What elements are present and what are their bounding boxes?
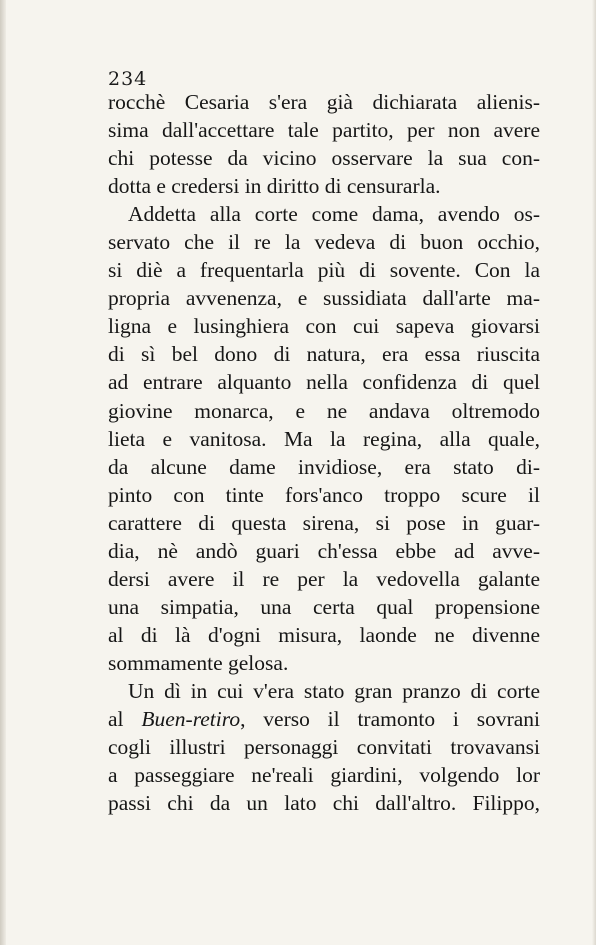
text-line: servato che il re la vedeva di buon occhio, [108, 230, 540, 255]
text-line: sommamente gelosa. [108, 650, 289, 675]
text-line: di sì bel dono di natura, era essa riuscita [108, 342, 540, 367]
text-line: Addetta alla corte come dama, avendo os- [128, 202, 540, 227]
text-line: ligna e lusinghiera con cui sapeva giovarsi [108, 314, 540, 339]
page-edge [592, 0, 596, 945]
text-line: si diè a frequentarla più di sovente. Con la [108, 258, 540, 283]
body-text [108, 88, 540, 817]
text-line: chi potesse da vicino osservare la sua con- [108, 146, 540, 171]
text-line: ad entrare alquanto nella confidenza di quel [108, 370, 540, 395]
text-line: passi chi da un lato chi dall'altro. Filippo, [108, 791, 540, 816]
text-line: al di là d'ogni misura, laonde ne divenne [108, 622, 540, 647]
text-line: dotta e credersi in diritto di censurarla. [108, 174, 441, 199]
text-line: dia, nè andò guari ch'essa ebbe ad avve- [108, 538, 540, 563]
text-line: sima dall'accettare tale partito, per non avere [108, 118, 540, 143]
italic-place-name: Buen-retiro [141, 707, 241, 732]
text-line: a passeggiare ne'reali giardini, volgendo lor [108, 763, 540, 788]
text-line: dersi avere il re per la vedovella galante [108, 566, 540, 591]
text-line: carattere di questa sirena, si pose in guar- [108, 510, 540, 535]
text-line: propria avvenenza, e sussidiata dall'arte ma- [108, 286, 540, 311]
text-span: al [108, 707, 142, 732]
page-number: 234 [108, 68, 148, 90]
text-line: cogli illustri personaggi convitati trovavansi [108, 735, 540, 760]
binding-edge [0, 0, 6, 945]
text-line: giovine monarca, e ne andava oltremodo [108, 398, 540, 423]
text-line: pinto con tinte fors'anco troppo scure il [108, 482, 540, 507]
text-line: lieta e vanitosa. Ma la regina, alla quale, [108, 426, 540, 451]
text-line: una simpatia, una certa qual propensione [108, 594, 540, 619]
text-line: da alcune dame invidiose, era stato di- [108, 454, 540, 479]
text-line: rocchè Cesaria s'era già dichiarata alienis- [108, 90, 540, 114]
text-line: Un dì in cui v'era stato gran pranzo di corte [128, 678, 540, 703]
text-span: , verso il tramonto i sovrani [240, 707, 540, 732]
text-line [108, 705, 540, 733]
